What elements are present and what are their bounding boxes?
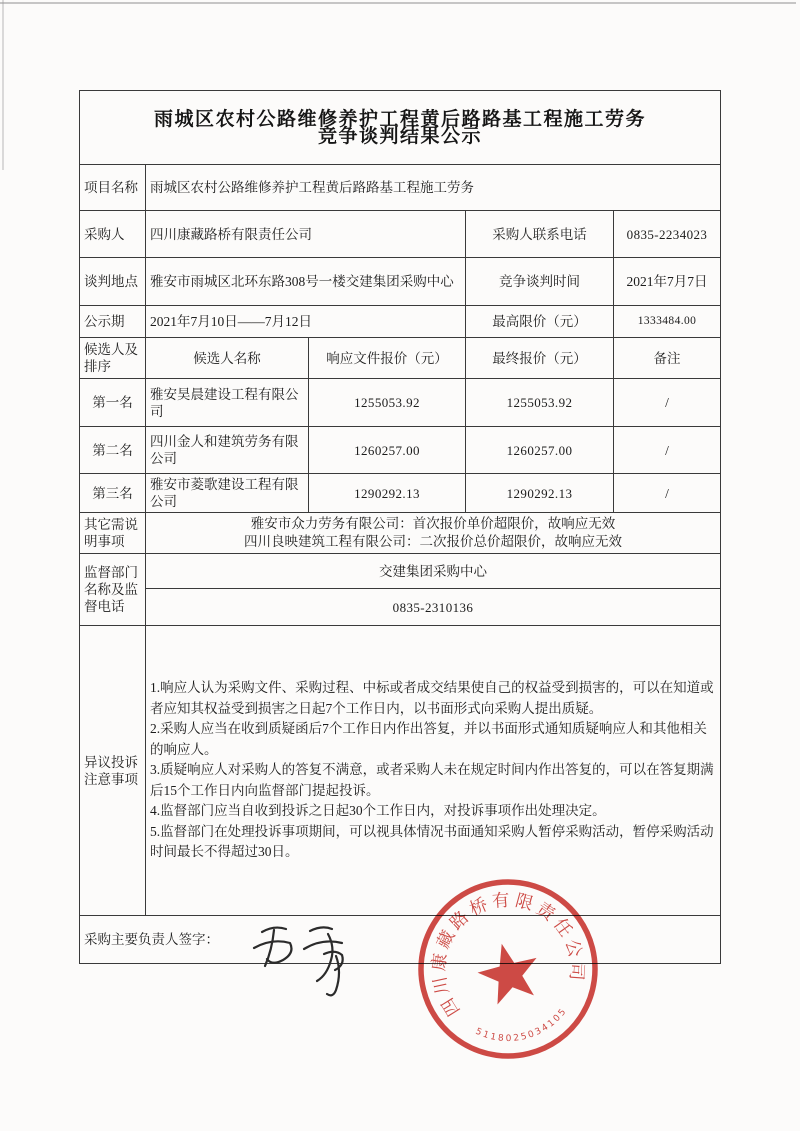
supervision-name: 交建集团采购中心 (146, 554, 721, 589)
table-row (80, 474, 721, 513)
price-limit-value: 1333484.00 (614, 306, 721, 338)
scan-edge-left (2, 0, 4, 170)
final-price-cell: 1260257.00 (466, 427, 614, 474)
doc-price-cell: 1255053.92 (309, 379, 466, 427)
objection-label: 异议投诉注意事项 (80, 626, 146, 916)
venue-value: 雅安市雨城区北环东路308号一楼交建集团采购中心 (146, 258, 466, 306)
doc-price-cell: 1260257.00 (309, 427, 466, 474)
other-notes-line1: 雅安市众力劳务有限公司：首次报价单价超限价，故响应无效 (250, 516, 616, 531)
purchaser-value: 四川康藏路桥有限责任公司 (146, 211, 466, 258)
objection-item: 5.监督部门在处理投诉事项期间，可以视具体情况书面通知采购人暂停采购活动，暂停采购活动时间最长不得超过30日。 (150, 823, 714, 860)
objection-content (146, 626, 721, 916)
doc-price-cell: 1290292.13 (309, 474, 466, 513)
publicity-label: 公示期 (80, 306, 146, 338)
header-candidate-name: 候选人名称 (146, 338, 309, 379)
remark-cell: / (614, 379, 721, 427)
project-name-value: 雨城区农村公路维修养护工程黄后路路基工程施工劳务 (146, 165, 721, 211)
remark-cell: / (614, 474, 721, 513)
title-line2: 竞争谈判结果公示 (317, 125, 482, 147)
objection-item: 1.响应人认为采购文件、采购过程、中标或者成交结果使自己的权益受到损害的，可以在知道或者应知其权益受到损害之日起7个工作日内，以书面形式向采购人提出质疑。 (150, 680, 714, 716)
rank-cell: 第二名 (80, 427, 146, 474)
table-row (80, 379, 721, 427)
talk-time-value: 2021年7月7日 (614, 258, 721, 306)
header-remark: 备注 (614, 338, 721, 379)
header-rank: 候选人及排序 (80, 338, 146, 379)
objection-item: 3.质疑响应人对采购人的答复不满意，或者采购人未在规定时间内作出答复的，可以在答复期满后15个工作日内向监督部门提起投诉。 (150, 762, 714, 798)
signature-label: 采购主要负责人签字： (84, 932, 219, 947)
seal-number-text: 5118025034105 (473, 1005, 570, 1045)
result-table (79, 90, 721, 964)
document-title (80, 91, 721, 165)
remark-cell: / (614, 427, 721, 474)
supervision-label: 监督部门名称及监督电话 (80, 554, 146, 626)
purchaser-label: 采购人 (80, 211, 146, 258)
publicity-value: 2021年7月10日——7月12日 (146, 306, 466, 338)
rank-cell: 第三名 (80, 474, 146, 513)
talk-time-label: 竞争谈判时间 (466, 258, 614, 306)
purchaser-phone-value: 0835-2234023 (614, 211, 721, 258)
seal-star-icon (472, 936, 545, 1007)
project-name-label: 项目名称 (80, 165, 146, 211)
candidate-name-cell: 雅安市菱歌建设工程有限公司 (146, 474, 309, 513)
scan-edge-top (0, 2, 796, 4)
objection-item: 4.监督部门应当自收到投诉之日起30个工作日内，对投诉事项作出处理决定。 (150, 803, 606, 819)
price-limit-label: 最高限价（元） (466, 306, 614, 338)
handwritten-signature (228, 908, 388, 1003)
header-doc-price: 响应文件报价（元） (309, 338, 466, 379)
table-row (80, 427, 721, 474)
final-price-cell: 1290292.13 (466, 474, 614, 513)
title-line1: 雨城区农村公路维修养护工程黄后路路基工程施工劳务 (153, 108, 646, 130)
other-notes-content (146, 513, 721, 554)
rank-cell: 第一名 (80, 379, 146, 427)
other-notes-line2: 四川良映建筑工程有限公司：二次报价总价超限价，故响应无效 (244, 534, 622, 549)
objection-item: 2.采购人应当在收到质疑函后7个工作日内作出答复，并以书面形式通知质疑响应人和其他相关的响应人。 (150, 721, 707, 757)
final-price-cell: 1255053.92 (466, 379, 614, 427)
supervision-phone: 0835-2310136 (146, 589, 721, 626)
seal-company-text: 四川康藏路桥有限责任公司 (428, 889, 588, 1020)
purchaser-phone-label: 采购人联系电话 (466, 211, 614, 258)
header-final-price: 最终报价（元） (466, 338, 614, 379)
other-notes-label: 其它需说明事项 (80, 513, 146, 554)
candidate-name-cell: 雅安昊晨建设工程有限公司 (146, 379, 309, 427)
venue-label: 谈判地点 (80, 258, 146, 306)
candidate-name-cell: 四川金人和建筑劳务有限公司 (146, 427, 309, 474)
